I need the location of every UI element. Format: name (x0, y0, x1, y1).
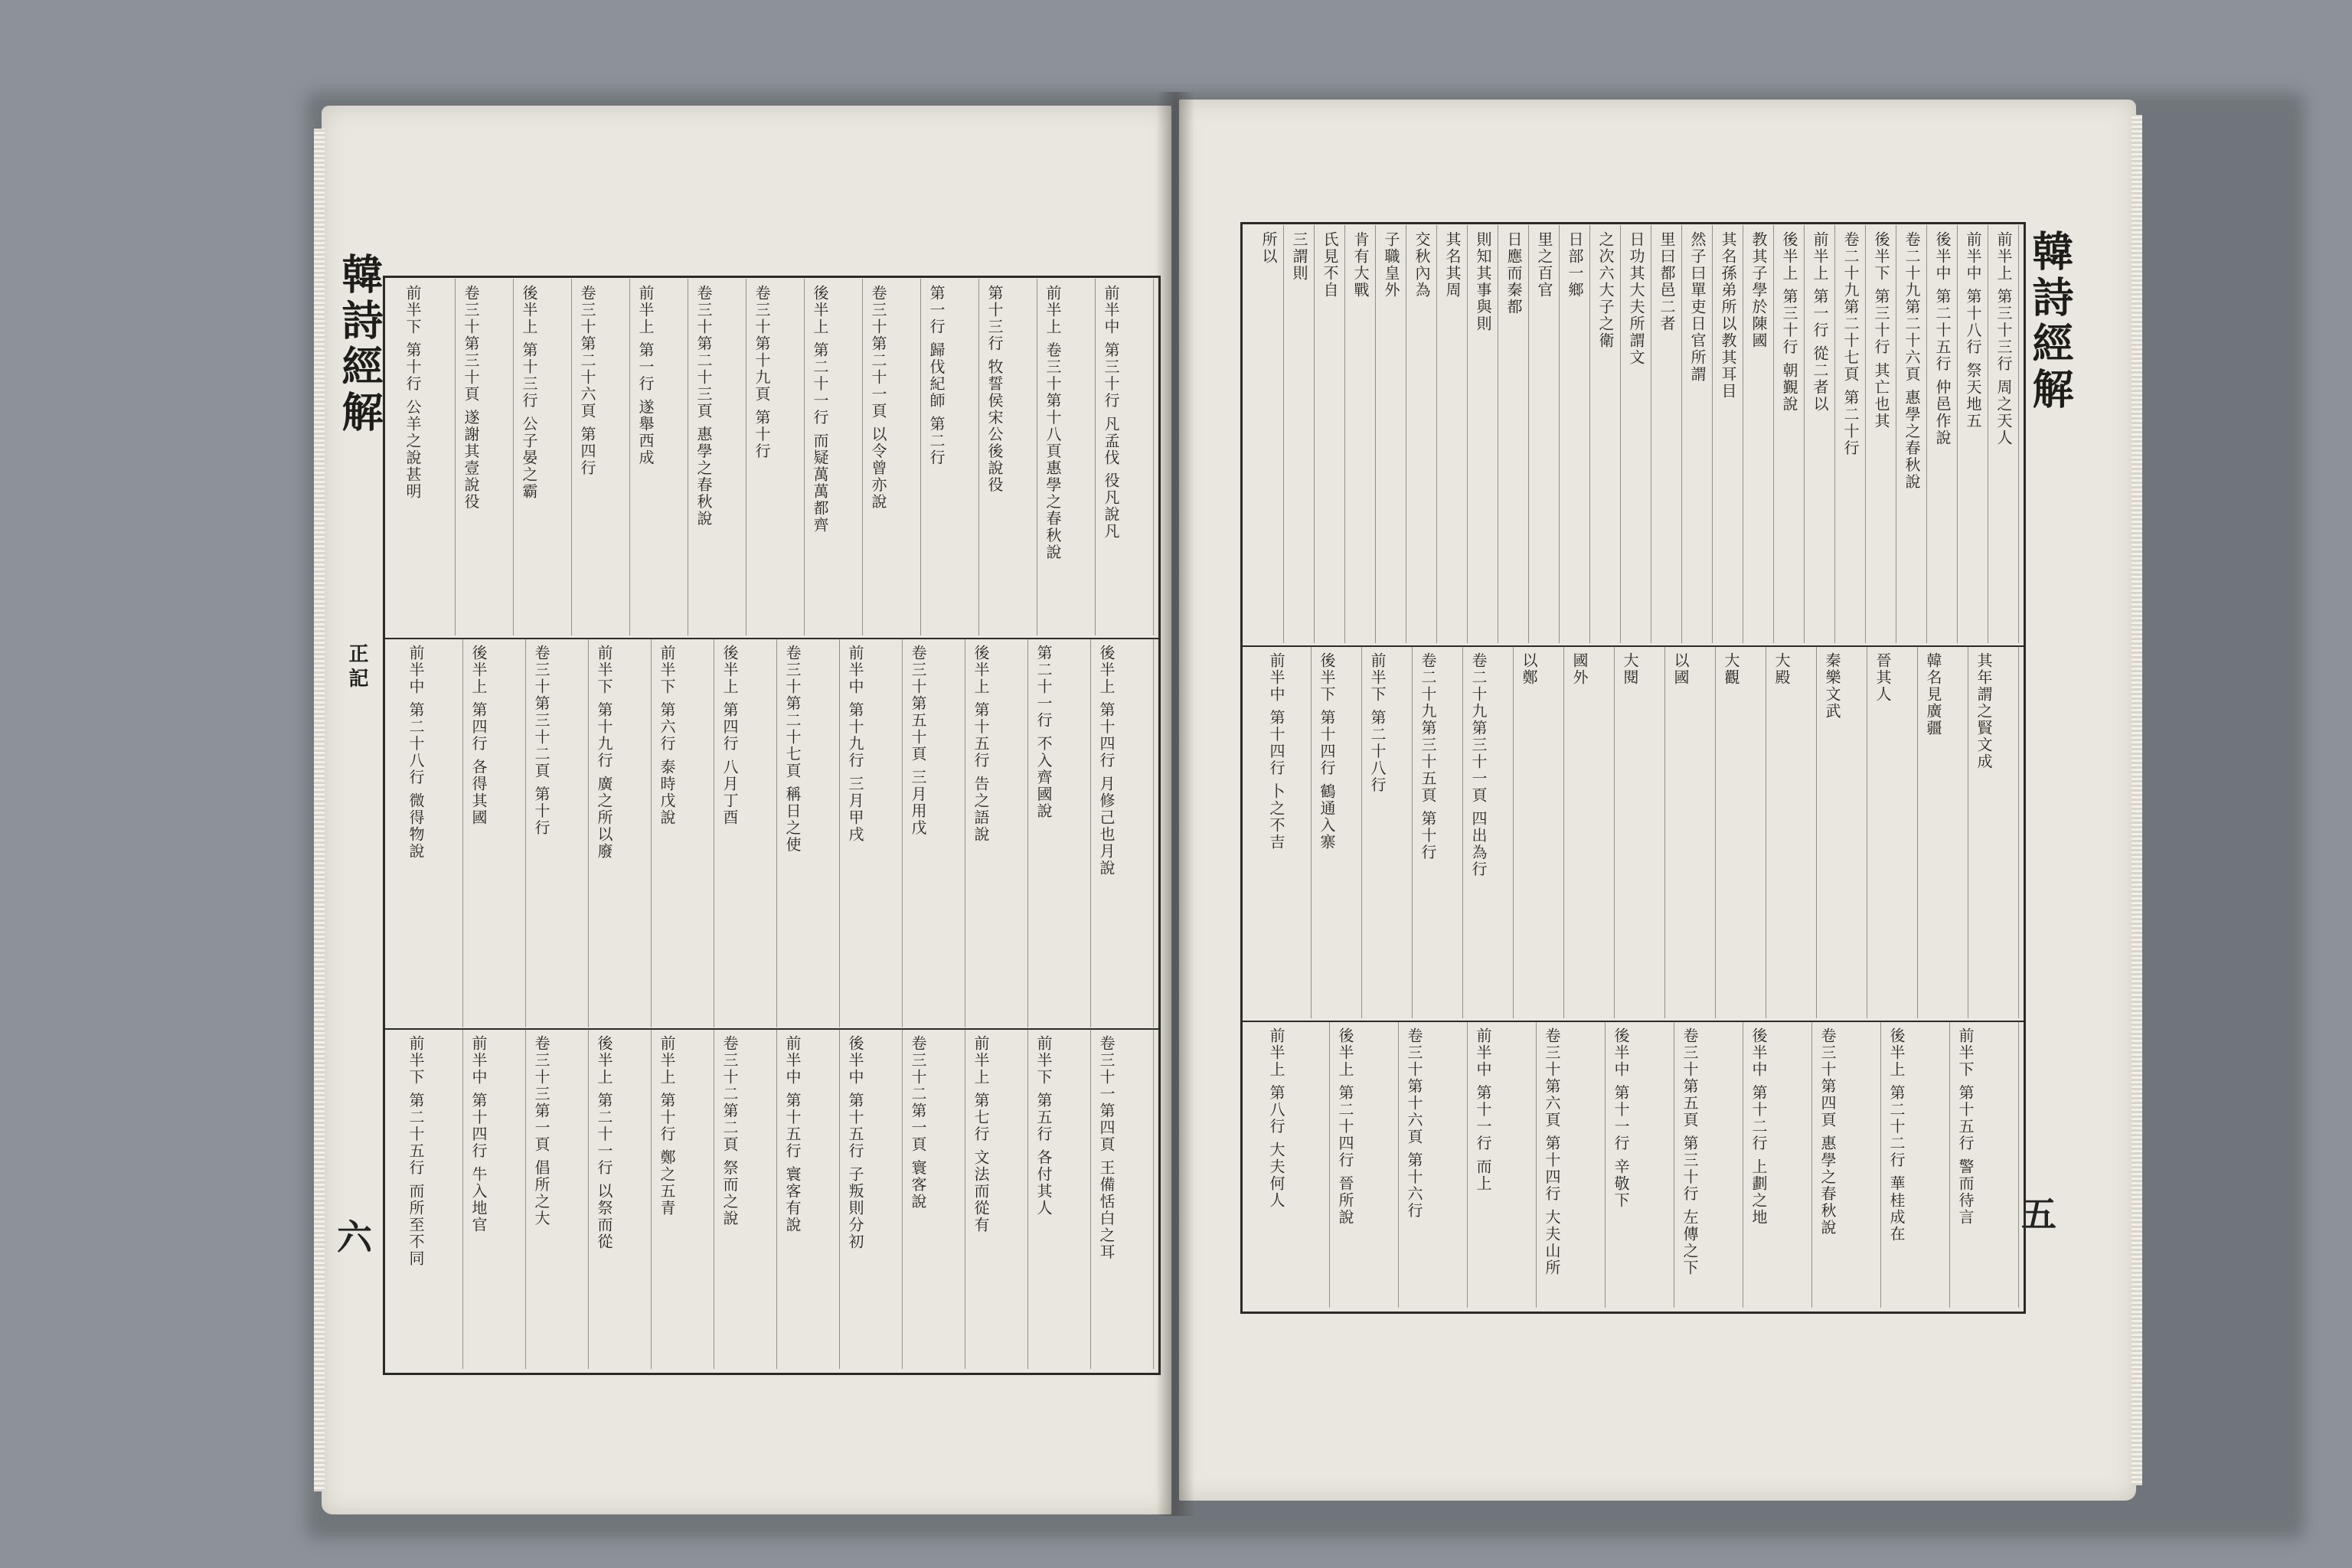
text-column: 國外 (1570, 652, 1589, 686)
text-column: 日應而秦都 (1504, 231, 1523, 315)
text-column: 其名其周 (1443, 231, 1462, 299)
text-column: 第一行 歸伐紀師 第二行 (927, 285, 946, 466)
text-column: 肯有大戰 (1351, 231, 1370, 299)
text-column: 前半上 第七行 文法而從有 (972, 1035, 990, 1233)
text-column: 前半下 第十行 公羊之說甚明 (403, 285, 422, 500)
column-rule (1620, 225, 1621, 643)
text-column: 前半中 第十九行 三月甲戌 (846, 645, 864, 843)
column-rule (525, 1029, 526, 1369)
column-rule (1957, 225, 1958, 643)
column-rule (462, 1029, 463, 1369)
column-rule (1311, 646, 1312, 1018)
column-rule (1467, 225, 1468, 643)
text-column: 卷三十第二十一頁 以令曾亦說 (869, 285, 887, 511)
text-column: 卷二十九第三十一頁 四出為行 (1469, 652, 1488, 878)
column-rule (651, 639, 652, 1027)
column-rule (1361, 646, 1362, 1018)
text-column: 卷三十第五十頁 三月用戊 (909, 645, 927, 837)
text-column: 卷三十第二十三頁 惠學之春秋說 (694, 285, 713, 528)
text-column: 卷三十一第四頁 王備恬白之耳 (1097, 1035, 1116, 1261)
column-rule (1027, 1029, 1028, 1369)
text-column: 教其子學於陳國 (1749, 231, 1768, 349)
text-column: 前半中 第十五行 寰客有說 (783, 1035, 802, 1233)
column-rule (1090, 1029, 1091, 1369)
text-column: 後半上 第四行 各得其國 (469, 645, 488, 826)
text-column: 卷三十第五頁 第三十行 左傳之下 (1681, 1027, 1699, 1276)
column-rule (1095, 279, 1096, 635)
text-column: 卷三十二第一頁 寰客說 (909, 1035, 927, 1210)
column-rule (1926, 225, 1927, 643)
column-rule (1536, 1021, 1537, 1308)
text-column: 後半上 第二十一行 以祭而從 (595, 1035, 613, 1250)
column-rule (571, 279, 572, 635)
column-rule (462, 639, 463, 1027)
text-column: 後半上 第十三行 公子晏之霸 (520, 285, 538, 500)
column-rule (1834, 225, 1835, 643)
column-rule (1712, 225, 1713, 643)
text-column: 前半下 第五行 各付其人 (1034, 1035, 1053, 1217)
right-folio: 五 (2021, 1194, 2056, 1235)
column-rule (455, 279, 456, 635)
text-column: 第十三行 牧誓侯宋公後說役 (985, 285, 1004, 494)
text-column: 前半下 第二十八行 (1368, 652, 1387, 794)
text-column: 以國 (1671, 652, 1690, 686)
text-column: 氏見不自 (1321, 231, 1339, 299)
text-column: 後半下 第十四行 鶴通入寨 (1318, 652, 1336, 851)
text-column: 前半中 第三十行 凡孟伐 役凡說凡 (1102, 285, 1120, 541)
text-column: 里曰都邑二者 (1658, 231, 1676, 332)
text-column: 卷二十九第二十七頁 第二十行 (1841, 231, 1860, 457)
column-rule (1412, 646, 1413, 1018)
text-column: 卷三十第四頁 惠學之春秋說 (1818, 1027, 1837, 1236)
text-column: 所以 (1259, 231, 1278, 265)
column-rule (1436, 225, 1437, 643)
left-margin-subtitle: 正記 (345, 643, 368, 692)
text-column: 卷三十第十六頁 第十六行 (1405, 1027, 1423, 1220)
column-rule (1559, 225, 1560, 643)
text-column: 其名孫弟所以教其耳目 (1719, 231, 1737, 400)
text-column: 前半下 第十五行 警而待言 (1956, 1027, 1975, 1226)
text-column: 前半上 第三十三行 周之天人 (1994, 231, 2013, 446)
right-band-divider-2 (1243, 1021, 2024, 1022)
column-rule (1681, 225, 1682, 643)
right-page-edge (2132, 115, 2142, 1485)
column-rule (839, 639, 840, 1027)
column-rule (804, 279, 805, 635)
text-column: 後半中 第十二行 上劃之地 (1749, 1027, 1768, 1226)
column-rule (651, 1029, 652, 1369)
column-rule (776, 1029, 777, 1369)
text-column: 前半下 第六行 泰時戊說 (658, 645, 676, 826)
text-column: 後半上 第二十二行 華桂成在 (1887, 1027, 1906, 1243)
left-band-divider-2 (385, 1028, 1158, 1030)
column-rule (1027, 639, 1028, 1027)
text-column: 後半上 第三十行 朝覲說 (1780, 231, 1798, 413)
text-column: 卷三十第二十六頁 第四行 (578, 285, 596, 477)
text-column: 前半上 卷三十第十八頁惠學之春秋說 (1044, 285, 1062, 561)
column-rule (920, 279, 921, 635)
text-column: 後半中 第十一行 辛敬下 (1612, 1027, 1630, 1209)
text-column: 前半上 第一行 遂舉西成 (636, 285, 655, 466)
right-margin-title: 韓詩經解 (2026, 230, 2075, 413)
column-rule (1153, 279, 1154, 635)
column-rule (1664, 646, 1665, 1018)
column-rule (1804, 225, 1805, 643)
text-column: 大殿 (1772, 652, 1791, 686)
text-column: 前半上 第一行 從二者以 (1811, 231, 1829, 413)
text-column: 卷三十第六頁 第十四行 大夫山所 (1543, 1027, 1561, 1276)
text-column: 前半中 第十一行 而上 (1474, 1027, 1492, 1192)
text-column: 後半上 第十五行 告之語說 (972, 645, 990, 843)
text-column: 卷三十第十九頁 第十行 (753, 285, 771, 460)
text-column: 後半上 第四行 八月丁酉 (720, 645, 739, 826)
text-column: 秦樂文武 (1823, 652, 1841, 720)
column-rule (978, 279, 979, 635)
text-column: 前半中 第十八行 祭天地五 (1964, 231, 1982, 430)
text-column: 韓名見廣疆 (1924, 652, 1942, 737)
text-column: 後半中 第十五行 子叛則分初 (846, 1035, 864, 1250)
column-rule (1614, 646, 1615, 1018)
column-rule (902, 1029, 903, 1369)
text-column: 子職皇外 (1382, 231, 1400, 299)
column-rule (588, 1029, 589, 1369)
column-rule (862, 279, 863, 635)
text-column: 第二十一行 不入齊國說 (1034, 645, 1053, 820)
text-column: 前半下 第十九行 廣之所以廢 (595, 645, 613, 860)
text-column: 前半上 第八行 大夫何人 (1267, 1027, 1285, 1209)
column-rule (2018, 1021, 2019, 1308)
column-rule (513, 279, 514, 635)
left-page-edge (314, 129, 325, 1491)
column-rule (1153, 1029, 1154, 1369)
column-rule (2018, 225, 2019, 643)
column-rule (629, 279, 630, 635)
column-rule (1398, 1021, 1399, 1308)
right-band-divider-1 (1243, 645, 2024, 647)
text-column: 大閱 (1621, 652, 1639, 686)
column-rule (1314, 225, 1315, 643)
column-rule (1715, 646, 1716, 1018)
text-column: 卷三十第三十二頁 第十行 (532, 645, 550, 837)
column-rule (1283, 225, 1284, 643)
text-column: 然子曰單吏日官所謂 (1688, 231, 1707, 383)
column-rule (1773, 225, 1774, 643)
column-rule (1563, 646, 1564, 1018)
text-column: 前半中 第十四行 卜之不吉 (1267, 652, 1285, 851)
text-column: 卷三十三第一頁 倡所之大 (532, 1035, 550, 1227)
column-rule (1880, 1021, 1881, 1308)
text-column: 大觀 (1722, 652, 1740, 686)
text-column: 日功其大夫所謂文 (1627, 231, 1645, 366)
text-column: 里之百官 (1535, 231, 1553, 299)
column-rule (1375, 225, 1376, 643)
column-rule (1865, 225, 1866, 643)
column-rule (1344, 225, 1345, 643)
text-column: 後半上 第二十一行 而疑萬萬都齊 (811, 285, 829, 534)
column-rule (1811, 1021, 1812, 1308)
column-rule (1917, 646, 1918, 1018)
text-column: 前半中 第二十八行 微得物說 (407, 645, 425, 860)
text-column: 後半上 第十四行 月修己也月說 (1097, 645, 1116, 877)
left-margin-title: 韓詩經解 (335, 253, 384, 436)
column-rule (902, 639, 903, 1027)
column-rule (1090, 639, 1091, 1027)
text-column: 卷二十九第三十五頁 第十行 (1419, 652, 1437, 861)
column-rule (1462, 646, 1463, 1018)
text-column: 前半上 第十行 鄭之五青 (658, 1035, 676, 1217)
text-column: 日部一鄉 (1566, 231, 1584, 299)
text-column: 晉其人 (1873, 652, 1892, 703)
text-column: 卷二十九第二十六頁 惠學之春秋說 (1903, 231, 1921, 491)
book-gutter (1156, 92, 1194, 1516)
text-column: 後半中 第二十五行 仲邑作說 (1933, 231, 1952, 446)
column-rule (1467, 1021, 1468, 1308)
column-rule (525, 639, 526, 1027)
text-column: 其年謂之賢文成 (1975, 652, 1993, 770)
text-column: 三謂則 (1290, 231, 1308, 282)
column-rule (1589, 225, 1590, 643)
column-rule (1329, 1021, 1330, 1308)
column-rule (1605, 1021, 1606, 1308)
text-column: 以鄭 (1520, 652, 1538, 686)
column-rule (1816, 646, 1817, 1018)
text-column: 前半中 第十四行 牛入地官 (469, 1035, 488, 1233)
text-column: 卷三十第二十七頁 稱日之使 (783, 645, 802, 854)
text-column: 後半上 第二十四行 晉所說 (1336, 1027, 1354, 1226)
text-column: 之次六大子之衛 (1596, 231, 1615, 349)
text-column: 交秋內為 (1413, 231, 1431, 299)
column-rule (839, 1029, 840, 1369)
text-column: 則知其事與則 (1474, 231, 1492, 332)
column-rule (1528, 225, 1529, 643)
text-column: 前半下 第二十五行 而所至不同 (407, 1035, 425, 1267)
column-rule (776, 639, 777, 1027)
left-band-divider-1 (385, 638, 1158, 639)
column-rule (2018, 646, 2019, 1018)
text-column: 卷三十二第二頁 祭而之說 (720, 1035, 739, 1227)
text-column: 卷三十第三十頁 遂謝其壹說役 (462, 285, 480, 511)
column-rule (1513, 646, 1514, 1018)
left-folio: 六 (337, 1217, 372, 1258)
column-rule (588, 639, 589, 1027)
column-rule (1153, 639, 1154, 1027)
text-column: 後半下 第三十行 其亡也其 (1872, 231, 1890, 430)
column-rule (1949, 1021, 1950, 1308)
